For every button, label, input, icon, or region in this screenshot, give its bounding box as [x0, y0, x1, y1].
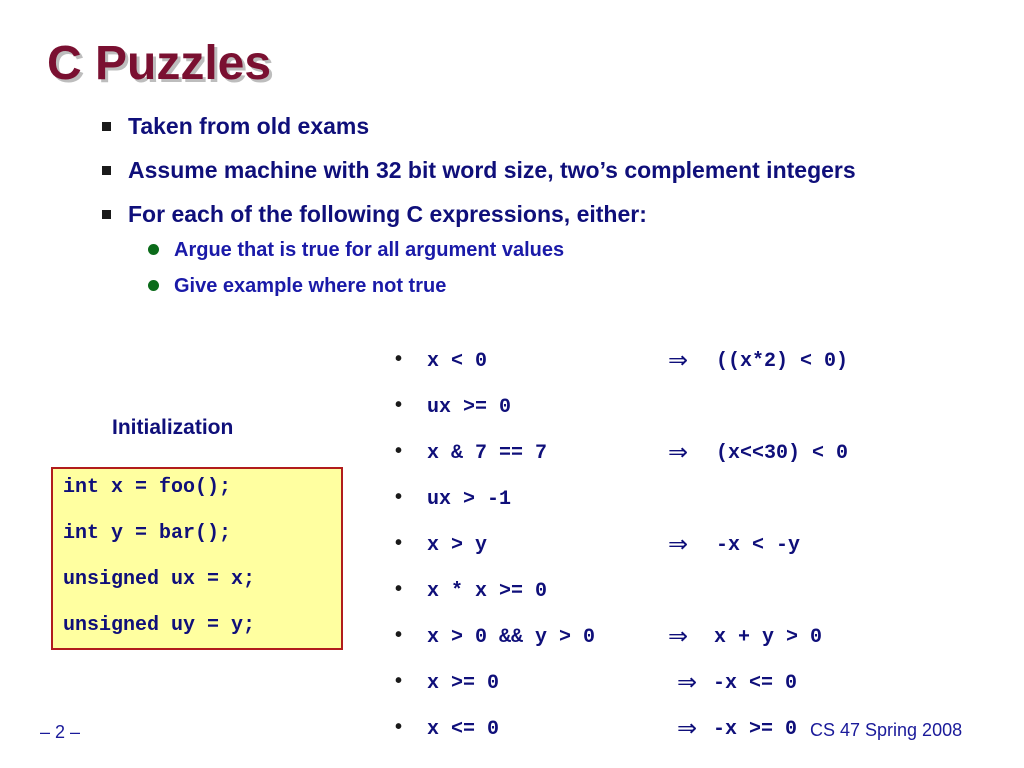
puzzle-expression: ux > -1	[427, 488, 512, 511]
puzzle-expression: x < 0	[427, 350, 488, 373]
puzzle-item	[395, 346, 1015, 392]
square-bullet-icon	[102, 210, 111, 219]
code-line: int x = foo();	[63, 476, 232, 499]
initialization-code-box	[51, 467, 343, 650]
puzzle-item	[395, 484, 1015, 530]
puzzle-expression: x & 7 == 7	[427, 442, 548, 465]
puzzle-item	[395, 622, 1015, 668]
bullet-dot-icon: •	[395, 578, 403, 600]
page-number: – 2 –	[40, 722, 81, 742]
implies-arrow-icon: ⇒	[677, 668, 698, 696]
puzzle-expression: x > 0 && y > 0	[427, 626, 596, 649]
bullet-dot-icon: •	[395, 348, 403, 370]
bullet-text: For each of the following C expressions, either:	[128, 201, 647, 227]
bullet-dot-icon: •	[395, 716, 403, 738]
bullet-dot-icon: •	[395, 394, 403, 416]
course-footer: CS 47 Spring 2008	[810, 720, 963, 740]
round-bullet-icon	[148, 280, 159, 291]
puzzle-consequence: -x >= 0	[713, 718, 798, 741]
puzzle-item	[395, 668, 1015, 714]
bullet-text: Taken from old exams	[128, 113, 370, 139]
round-bullet-icon	[148, 244, 159, 255]
puzzle-expression: x <= 0	[427, 718, 500, 741]
bullet-item	[100, 198, 960, 230]
puzzle-item	[395, 392, 1015, 438]
puzzle-list	[395, 346, 1015, 760]
slide-title: C Puzzles	[47, 37, 272, 90]
puzzle-item	[395, 576, 1015, 622]
code-line: unsigned ux = x;	[63, 568, 256, 591]
puzzle-item	[395, 530, 1015, 576]
code-line: int y = bar();	[63, 522, 232, 545]
bullet-dot-icon: •	[395, 440, 403, 462]
bullet-list	[100, 110, 960, 308]
sub-bullet-item	[100, 272, 960, 300]
bullet-dot-icon: •	[395, 670, 403, 692]
square-bullet-icon	[102, 166, 111, 175]
puzzle-expression: x > y	[427, 534, 488, 557]
implies-arrow-icon: ⇒	[668, 346, 689, 374]
puzzle-consequence: (x<<30) < 0	[716, 442, 849, 465]
puzzle-expression: ux >= 0	[427, 396, 512, 419]
bullet-text: Assume machine with 32 bit word size, two’s complement integers	[128, 157, 856, 183]
bullet-item	[100, 154, 960, 186]
puzzle-expression: x >= 0	[427, 672, 500, 695]
sub-bullet-text: Give example where not true	[174, 275, 447, 297]
puzzle-consequence: x + y > 0	[714, 626, 823, 649]
puzzle-expression: x * x >= 0	[427, 580, 548, 603]
square-bullet-icon	[102, 122, 111, 131]
puzzle-item	[395, 438, 1015, 484]
sub-bullet-item	[100, 236, 960, 264]
puzzle-consequence: -x <= 0	[713, 672, 798, 695]
bullet-dot-icon: •	[395, 624, 403, 646]
implies-arrow-icon: ⇒	[668, 438, 689, 466]
bullet-dot-icon: •	[395, 486, 403, 508]
bullet-item	[100, 110, 960, 142]
initialization-label: Initialization	[112, 416, 234, 439]
puzzle-consequence: -x < -y	[716, 534, 801, 557]
puzzle-consequence: ((x*2) < 0)	[716, 350, 849, 373]
sub-bullet-text: Argue that is true for all argument values	[174, 239, 565, 261]
implies-arrow-icon: ⇒	[668, 530, 689, 558]
bullet-dot-icon: •	[395, 532, 403, 554]
implies-arrow-icon: ⇒	[668, 622, 689, 650]
code-line: unsigned uy = y;	[63, 614, 256, 637]
implies-arrow-icon: ⇒	[677, 714, 698, 742]
